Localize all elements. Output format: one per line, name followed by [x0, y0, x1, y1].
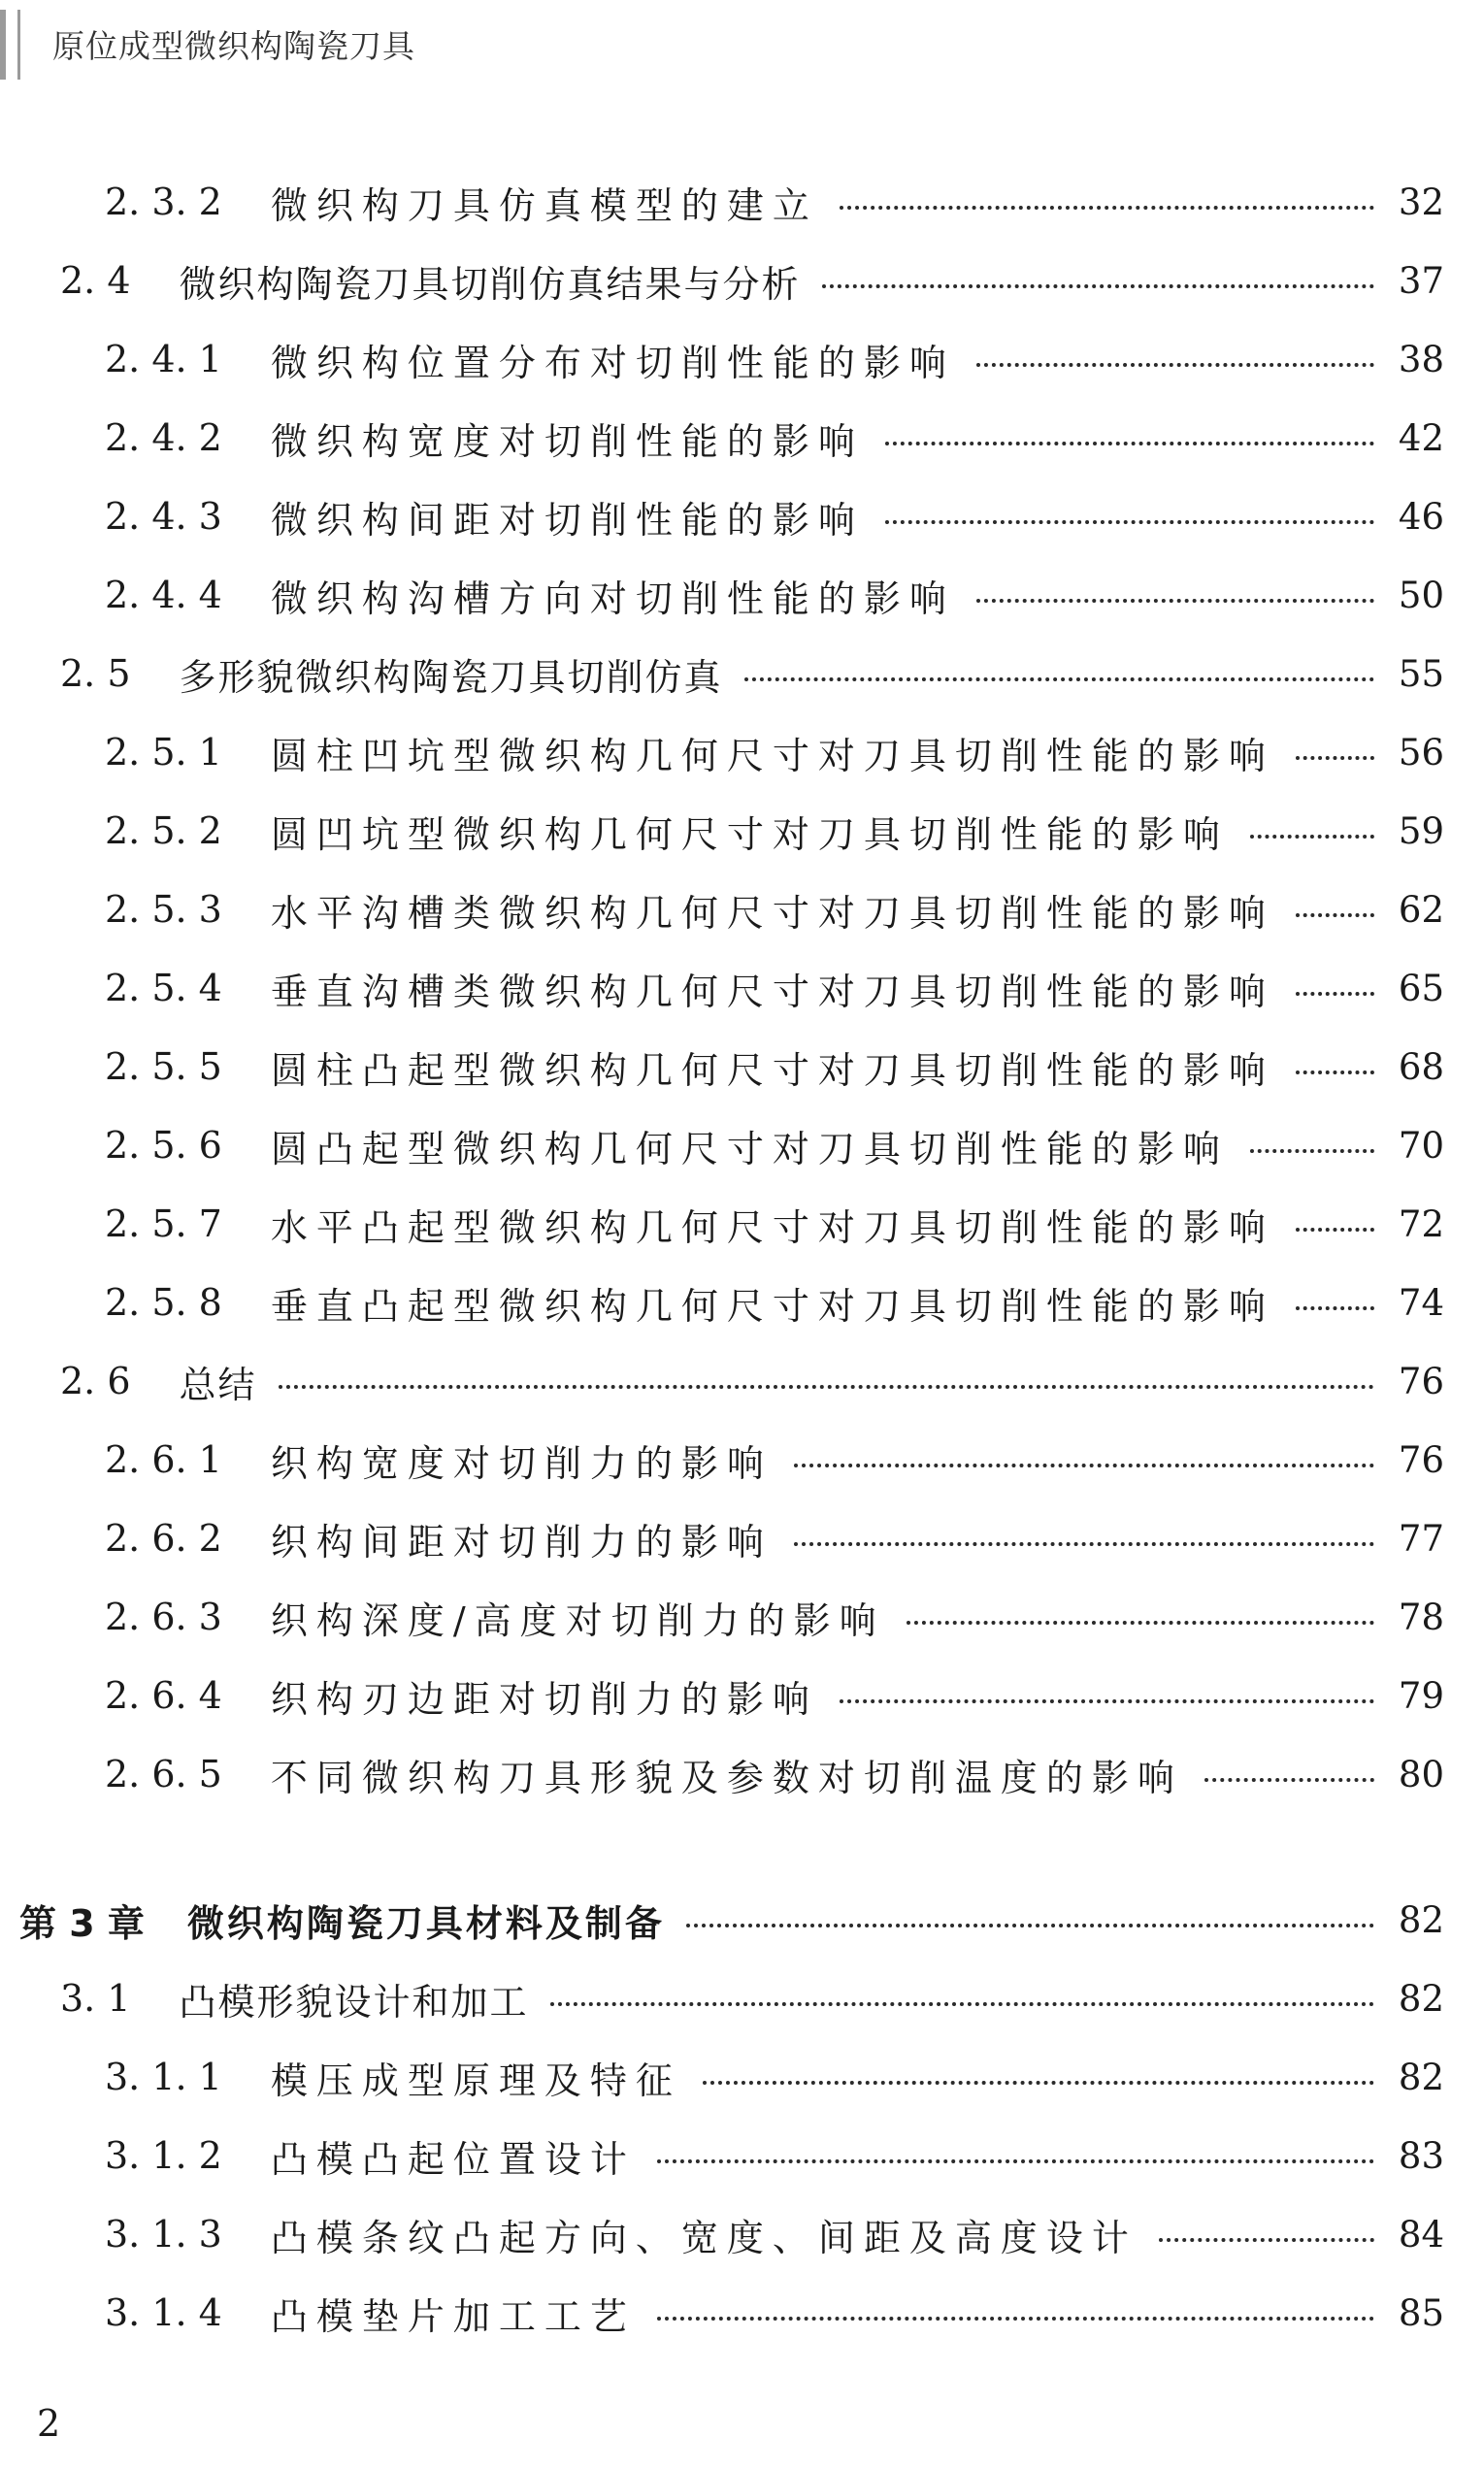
dot-leader	[1296, 1070, 1374, 1074]
dot-leader	[976, 363, 1374, 367]
toc-entry[interactable]	[105, 1509, 1444, 1567]
toc-entry-title: 多形貌微织构陶瓷刀具切削仿真	[179, 655, 723, 699]
toc-entry-page: 72	[1398, 1202, 1444, 1245]
toc-entry-title: 织构深度/高度对切削力的影响	[270, 1598, 885, 1642]
toc-entry[interactable]	[19, 1891, 1444, 1949]
toc-entry[interactable]	[105, 2205, 1444, 2263]
toc-entry-number: 2. 5. 6	[105, 1124, 222, 1167]
toc-entry-page: 84	[1398, 2213, 1444, 2256]
dot-leader	[657, 2317, 1374, 2321]
toc-entry-title: 织构宽度对切削力的影响	[270, 1441, 773, 1485]
dot-leader	[1159, 2238, 1374, 2242]
toc-entry[interactable]	[105, 1588, 1444, 1646]
dot-leader	[279, 1385, 1374, 1389]
toc-entry[interactable]	[105, 2284, 1444, 2342]
toc-entry[interactable]	[60, 644, 1444, 703]
toc-entry-number: 2. 5. 8	[105, 1281, 222, 1324]
dot-leader	[840, 1699, 1374, 1703]
toc-entry-title: 圆柱凸起型微织构几何尺寸对刀具切削性能的影响	[270, 1048, 1274, 1092]
dot-leader	[1296, 756, 1374, 760]
dot-leader	[1250, 835, 1374, 839]
toc-entry-title: 圆凹坑型微织构几何尺寸对刀具切削性能的影响	[270, 812, 1229, 856]
toc-entry-page: 82	[1398, 2056, 1444, 2098]
header-rule-thick	[0, 10, 6, 80]
toc-entry-number: 第 3 章	[19, 1901, 145, 1945]
toc-entry[interactable]	[60, 1352, 1444, 1410]
toc-entry-number: 2. 4. 3	[105, 495, 222, 538]
toc-entry-page: 55	[1398, 652, 1444, 695]
toc-entry[interactable]	[60, 251, 1444, 310]
dot-leader	[744, 677, 1374, 681]
toc-entry-page: 59	[1398, 809, 1444, 852]
toc-entry-page: 62	[1398, 888, 1444, 931]
toc-entry[interactable]	[105, 173, 1444, 231]
dot-leader	[907, 1621, 1374, 1625]
toc-entry[interactable]	[105, 1745, 1444, 1803]
dot-leader	[976, 599, 1374, 603]
toc-entry-number: 2. 4	[60, 259, 131, 302]
toc-entry-number: 2. 5. 3	[105, 888, 222, 931]
toc-entry[interactable]	[105, 802, 1444, 860]
toc-entry-page: 65	[1398, 967, 1444, 1009]
toc-entry-title: 垂直沟槽类微织构几何尺寸对刀具切削性能的影响	[270, 970, 1274, 1013]
dot-leader	[822, 284, 1374, 288]
dot-leader	[1296, 1228, 1374, 1232]
toc-entry-title: 微织构陶瓷刀具切削仿真结果与分析	[179, 262, 801, 306]
toc-entry-title: 织构间距对切削力的影响	[270, 1520, 773, 1564]
toc-entry-title: 水平沟槽类微织构几何尺寸对刀具切削性能的影响	[270, 891, 1274, 935]
toc-entry[interactable]	[105, 330, 1444, 388]
toc-entry-number: 2. 5. 7	[105, 1202, 222, 1245]
toc-entry-page: 80	[1398, 1753, 1444, 1795]
toc-entry-number: 2. 5. 4	[105, 967, 222, 1009]
toc-entry-title: 微织构宽度对切削性能的影响	[270, 419, 864, 463]
toc-entry[interactable]	[105, 409, 1444, 467]
toc-entry-page: 76	[1398, 1438, 1444, 1481]
page-number: 2	[37, 2402, 61, 2445]
dot-leader	[885, 520, 1374, 524]
toc-entry-title: 总结	[179, 1363, 257, 1406]
dot-leader	[840, 206, 1374, 210]
toc-entry[interactable]	[105, 1195, 1444, 1253]
toc-entry-page: 82	[1398, 1898, 1444, 1941]
toc-entry-title: 水平凸起型微织构几何尺寸对刀具切削性能的影响	[270, 1205, 1274, 1249]
toc-entry-title: 微织构刀具仿真模型的建立	[270, 183, 818, 227]
toc-entry[interactable]	[105, 959, 1444, 1017]
toc-entry-number: 3. 1. 4	[105, 2291, 222, 2334]
toc-entry-page: 83	[1398, 2134, 1444, 2177]
toc-entry-number: 2. 5. 1	[105, 731, 222, 774]
toc-entry-title: 不同微织构刀具形貌及参数对切削温度的影响	[270, 1756, 1183, 1799]
toc-entry-number: 3. 1. 1	[105, 2056, 222, 2098]
toc-entry[interactable]	[105, 566, 1444, 624]
book-title: 原位成型微织构陶瓷刀具	[52, 27, 415, 65]
toc-entry[interactable]	[60, 1969, 1444, 2027]
dot-leader	[794, 1464, 1374, 1467]
toc-entry-number: 2. 6	[60, 1360, 131, 1402]
toc-entry[interactable]	[105, 2048, 1444, 2106]
toc-entry-page: 46	[1398, 495, 1444, 538]
running-header	[0, 0, 1484, 93]
toc-entry-title: 微织构沟槽方向对切削性能的影响	[270, 576, 955, 620]
dot-leader	[1296, 913, 1374, 917]
toc-entry-page: 79	[1398, 1674, 1444, 1717]
toc-entry[interactable]	[105, 1666, 1444, 1725]
toc-entry[interactable]	[105, 723, 1444, 781]
toc-entry[interactable]	[105, 1273, 1444, 1332]
toc-entry-page: 37	[1398, 259, 1444, 302]
toc-entry-page: 68	[1398, 1045, 1444, 1088]
toc-entry[interactable]	[105, 880, 1444, 939]
toc-entry-title: 微织构位置分布对切削性能的影响	[270, 341, 955, 384]
toc-entry-number: 2. 6. 2	[105, 1517, 222, 1560]
toc-entry-page: 50	[1398, 574, 1444, 616]
toc-entry-number: 2. 4. 1	[105, 338, 222, 380]
toc-entry-number: 2. 3. 2	[105, 181, 222, 223]
dot-leader	[1296, 1306, 1374, 1310]
toc-entry-number: 2. 5. 5	[105, 1045, 222, 1088]
header-rule-thin	[17, 10, 20, 80]
toc-entry-number: 2. 6. 4	[105, 1674, 222, 1717]
toc-entry-title: 凸模条纹凸起方向、宽度、间距及高度设计	[270, 2216, 1138, 2259]
toc-entry[interactable]	[105, 1116, 1444, 1174]
dot-leader	[703, 2081, 1374, 2085]
toc-entry-title: 模压成型原理及特征	[270, 2058, 681, 2102]
toc-entry-title: 凸模形貌设计和加工	[179, 1980, 529, 2024]
toc-entry-number: 3. 1	[60, 1977, 131, 2020]
dot-leader	[550, 2002, 1374, 2006]
dot-leader	[885, 442, 1374, 445]
dot-leader	[1204, 1778, 1374, 1782]
toc-entry-page: 76	[1398, 1360, 1444, 1402]
toc-entry-title: 圆凸起型微织构几何尺寸对刀具切削性能的影响	[270, 1127, 1229, 1170]
toc-entry-page: 56	[1398, 731, 1444, 774]
toc-entry-page: 82	[1398, 1977, 1444, 2020]
toc-entry-title: 微织构陶瓷刀具材料及制备	[186, 1901, 665, 1945]
dot-leader	[686, 1924, 1374, 1927]
toc-entry-page: 85	[1398, 2291, 1444, 2334]
toc-entry-number: 3. 1. 2	[105, 2134, 222, 2177]
dot-leader	[1296, 992, 1374, 996]
toc-entry-title: 凸模垫片加工工艺	[270, 2294, 636, 2338]
toc-entry-title: 微织构间距对切削性能的影响	[270, 498, 864, 542]
toc-entry-page: 38	[1398, 338, 1444, 380]
toc-entry-page: 78	[1398, 1596, 1444, 1638]
toc-entry[interactable]	[105, 2126, 1444, 2185]
toc-entry[interactable]	[105, 1431, 1444, 1489]
toc-entry-number: 2. 6. 1	[105, 1438, 222, 1481]
dot-leader	[794, 1542, 1374, 1546]
toc-entry-number: 2. 4. 4	[105, 574, 222, 616]
toc-entry-number: 3. 1. 3	[105, 2213, 222, 2256]
toc-entry-page: 42	[1398, 416, 1444, 459]
toc-entry-number: 2. 4. 2	[105, 416, 222, 459]
toc-entry-page: 32	[1398, 181, 1444, 223]
toc-entry[interactable]	[105, 487, 1444, 545]
toc-entry-number: 2. 5. 2	[105, 809, 222, 852]
toc-entry-page: 74	[1398, 1281, 1444, 1324]
toc-entry-page: 77	[1398, 1517, 1444, 1560]
dot-leader	[1250, 1149, 1374, 1153]
toc-entry-number: 2. 5	[60, 652, 131, 695]
toc-entry-title: 垂直凸起型微织构几何尺寸对刀具切削性能的影响	[270, 1284, 1274, 1328]
toc-entry-number: 2. 6. 5	[105, 1753, 222, 1795]
toc-entry-title: 圆柱凹坑型微织构几何尺寸对刀具切削性能的影响	[270, 734, 1274, 777]
toc-entry-number: 2. 6. 3	[105, 1596, 222, 1638]
toc-entry-title: 织构刃边距对切削力的影响	[270, 1677, 818, 1721]
toc-entry[interactable]	[105, 1037, 1444, 1096]
dot-leader	[657, 2159, 1374, 2163]
toc-entry-page: 70	[1398, 1124, 1444, 1167]
toc-entry-title: 凸模凸起位置设计	[270, 2137, 636, 2181]
